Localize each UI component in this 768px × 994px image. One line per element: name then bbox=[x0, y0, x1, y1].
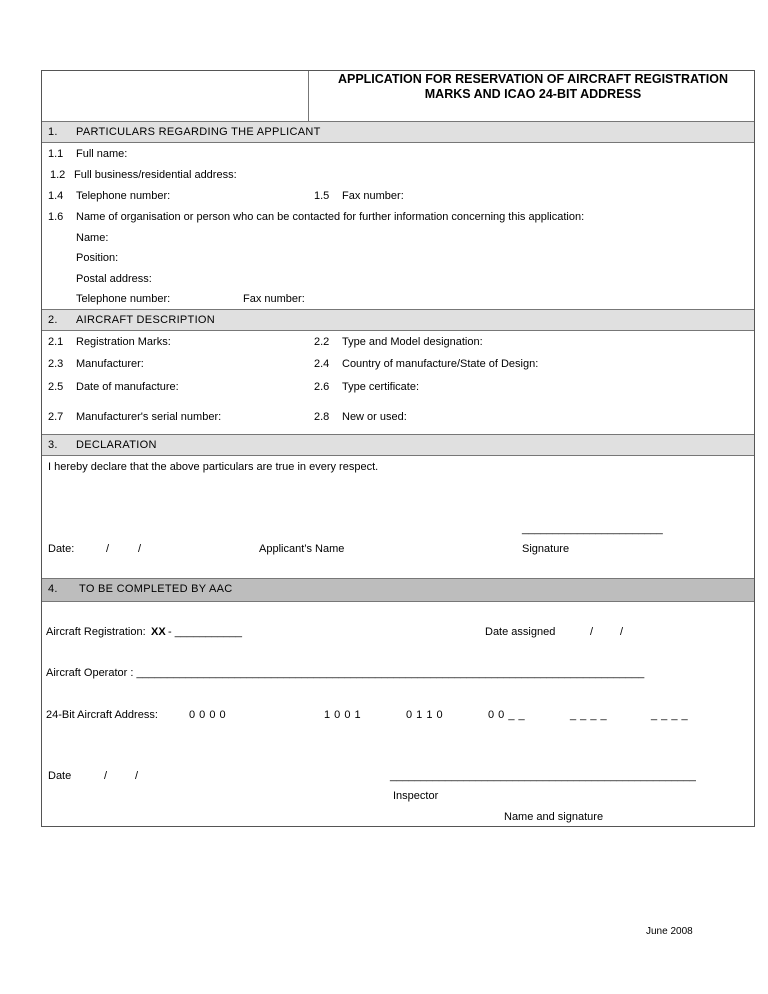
registration-marks-label: Registration Marks: bbox=[76, 336, 171, 348]
form-title-line1: APPLICATION FOR RESERVATION OF AIRCRAFT REGISTRATION bbox=[337, 72, 729, 86]
item-2-5-number: 2.5 bbox=[48, 381, 64, 393]
date-manufacture-label: Date of manufacture: bbox=[76, 381, 179, 393]
section3-title: DECLARATION bbox=[76, 439, 157, 451]
completion-date-label: Date bbox=[48, 770, 72, 782]
aircraft-operator-field: Aircraft Operator : ___________________________________________________________________________________ bbox=[46, 667, 645, 679]
name-signature-label: Name and signature bbox=[504, 811, 604, 823]
address-group-5: _ _ _ _ bbox=[570, 709, 608, 721]
assigned-slash-2: / bbox=[620, 626, 624, 638]
applicant-name-label: Applicant’s Name bbox=[259, 543, 345, 555]
form-title-line2: MARKS AND ICAO 24-BIT ADDRESS bbox=[424, 87, 642, 101]
contact-label: Name of organisation or person who can be contacted for further information concerning this application: bbox=[76, 211, 585, 223]
telephone-label: Telephone number: bbox=[76, 190, 171, 202]
country-label: Country of manufacture/State of Design: bbox=[342, 358, 539, 370]
item-1-6-number: 1.6 bbox=[48, 211, 64, 223]
application-form bbox=[41, 70, 755, 827]
address-group-4: 0 0 _ _ bbox=[488, 709, 526, 721]
section2-number: 2. bbox=[48, 314, 58, 326]
assigned-slash-1: / bbox=[590, 626, 594, 638]
type-certificate-label: Type certificate: bbox=[342, 381, 420, 393]
aircraft-registration-prefix: XX bbox=[151, 626, 166, 638]
item-2-1-number: 2.1 bbox=[48, 336, 64, 348]
full-name-label: Full name: bbox=[76, 148, 128, 160]
address-group-6: _ _ _ _ bbox=[651, 709, 689, 721]
section4-title: TO BE COMPLETED BY AAC bbox=[79, 583, 233, 595]
item-2-2-number: 2.2 bbox=[314, 336, 330, 348]
declaration-date-label: Date: bbox=[48, 543, 75, 555]
address-group-3: 0 1 1 0 bbox=[406, 709, 444, 721]
header-divider bbox=[308, 71, 309, 121]
footer-date: June 2008 bbox=[646, 926, 693, 937]
aircraft-registration-blank: - ___________ bbox=[168, 626, 243, 638]
signature-label: Signature bbox=[522, 543, 570, 555]
signature-line: _______________________ bbox=[522, 523, 663, 535]
declaration-statement: I hereby declare that the above particulars are true in every respect. bbox=[48, 461, 379, 473]
date-slash-1: / bbox=[106, 543, 110, 555]
address-label-24bit: 24-Bit Aircraft Address: bbox=[46, 709, 158, 721]
section2-title: AIRCRAFT DESCRIPTION bbox=[76, 314, 216, 326]
section4-header bbox=[42, 578, 754, 602]
section4-number: 4. bbox=[48, 583, 58, 595]
contact-postal-label: Postal address: bbox=[76, 273, 152, 285]
inspector-label: Inspector bbox=[393, 790, 439, 802]
item-1-5-number: 1.5 bbox=[314, 190, 330, 202]
contact-name-label: Name: bbox=[76, 232, 109, 244]
section3-number: 3. bbox=[48, 439, 58, 451]
date-slash-2: / bbox=[138, 543, 142, 555]
inspector-line: __________________________________________________ bbox=[390, 770, 696, 782]
completion-slash-2: / bbox=[135, 770, 139, 782]
date-assigned-label: Date assigned bbox=[485, 626, 556, 638]
type-model-label: Type and Model designation: bbox=[342, 336, 483, 348]
fax-label: Fax number: bbox=[342, 190, 404, 202]
aircraft-registration-label: Aircraft Registration: bbox=[46, 626, 146, 638]
item-1-4-number: 1.4 bbox=[48, 190, 64, 202]
form-title bbox=[310, 71, 756, 102]
address-group-2: 1 0 0 1 bbox=[324, 709, 362, 721]
item-2-6-number: 2.6 bbox=[314, 381, 330, 393]
completion-slash-1: / bbox=[104, 770, 108, 782]
item-2-4-number: 2.4 bbox=[314, 358, 330, 370]
item-2-3-number: 2.3 bbox=[48, 358, 64, 370]
section1-number: 1. bbox=[48, 126, 58, 138]
item-1-1-number: 1.1 bbox=[48, 148, 64, 160]
manufacturer-label: Manufacturer: bbox=[76, 358, 144, 370]
address-label: Full business/residential address: bbox=[74, 169, 237, 181]
contact-fax-label: Fax number: bbox=[243, 293, 305, 305]
section1-title: PARTICULARS REGARDING THE APPLICANT bbox=[76, 126, 321, 138]
contact-position-label: Position: bbox=[76, 252, 119, 264]
section3-header bbox=[42, 434, 754, 456]
item-2-7-number: 2.7 bbox=[48, 411, 64, 423]
item-1-2-number: 1.2 bbox=[50, 169, 66, 181]
section1-header bbox=[42, 121, 754, 143]
section2-header bbox=[42, 309, 754, 331]
address-group-1: 0 0 0 0 bbox=[189, 709, 227, 721]
new-or-used-label: New or used: bbox=[342, 411, 407, 423]
contact-telephone-label: Telephone number: bbox=[76, 293, 171, 305]
item-2-8-number: 2.8 bbox=[314, 411, 330, 423]
serial-number-label: Manufacturer's serial number: bbox=[76, 411, 222, 423]
